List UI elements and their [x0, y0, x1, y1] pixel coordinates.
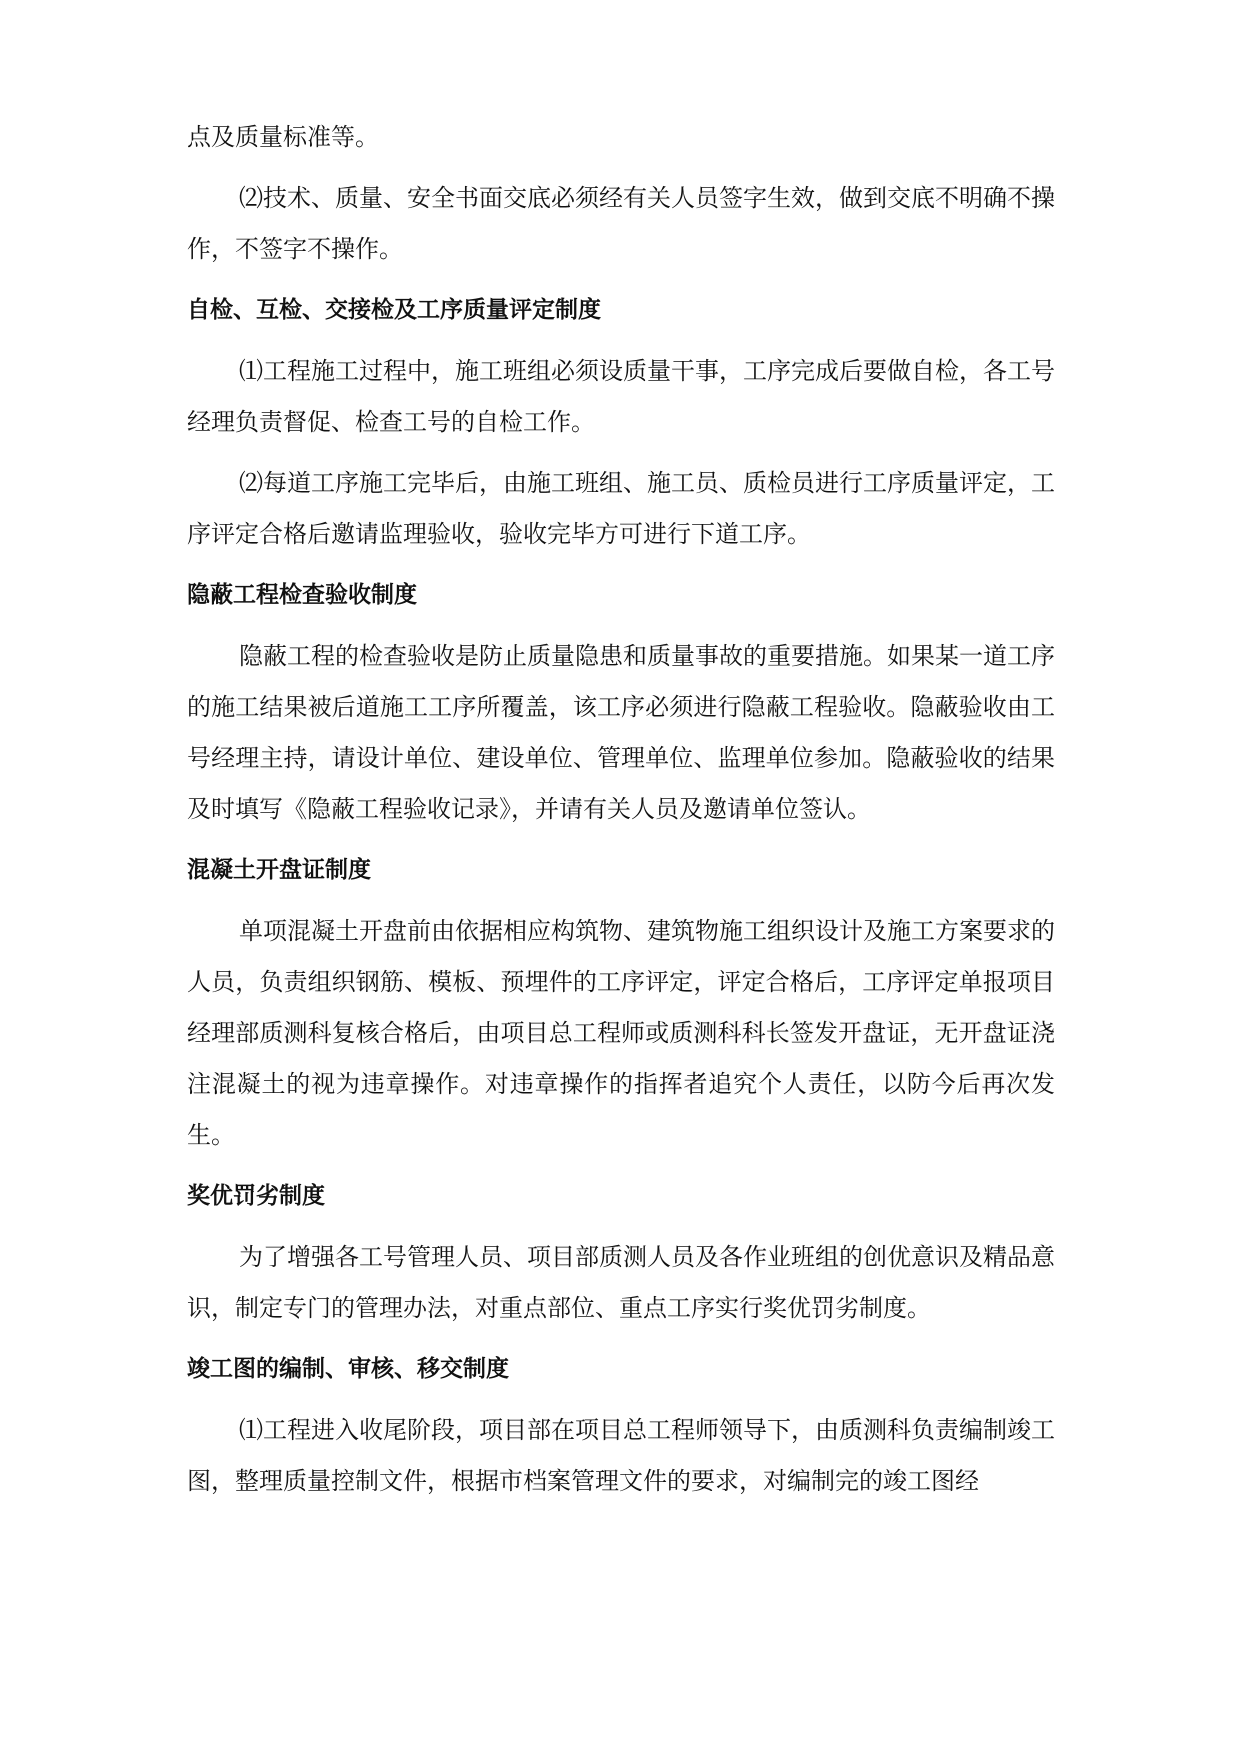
paragraph-self-inspection-1: ⑴工程施工过程中，施工班组必须设质量干事，工序完成后要做自检，各工号经理负责督促、检查工号的自检工作。 — [187, 357, 1055, 436]
heading-as-built-drawings-system: 竣工图的编制、审核、移交制度 — [187, 1356, 509, 1382]
heading-concealed-works-system: 隐蔽工程检查验收制度 — [187, 582, 417, 608]
paragraph-self-inspection-2: ⑵每道工序施工完毕后，由施工班组、施工员、质检员进行工序质量评定，工序评定合格后邀请监理验收，验收完毕方可进行下道工序。 — [187, 469, 1055, 548]
paragraph-as-built-drawings-1: ⑴工程进入收尾阶段，项目部在项目总工程师领导下，由质测科负责编制竣工图，整理质量控制文件，根据市档案管理文件的要求，对编制完的竣工图经 — [187, 1416, 1055, 1495]
paragraph-quality-standards-tail: 点及质量标准等。 — [187, 123, 379, 151]
paragraph-concrete-pour-permit: 单项混凝土开盘前由依据相应构筑物、建筑物施工组织设计及施工方案要求的人员，负责组织钢筋、模板、预埋件的工序评定，评定合格后，工序评定单报项目经理部质测科复核合格后，由项目总工程师或质测科科长签发开盘证，无开盘证浇注混凝土的视为违章操作。对违章操作的指挥者追究个人责任，以防今后再次发生。 — [187, 917, 1055, 1149]
heading-reward-penalty-system: 奖优罚劣制度 — [187, 1183, 325, 1209]
paragraph-concealed-works: 隐蔽工程的检查验收是防止质量隐患和质量事故的重要措施。如果某一道工序的施工结果被后道施工工序所覆盖，该工序必须进行隐蔽工程验收。隐蔽验收由工号经理主持，请设计单位、建设单位、管理单位、监理单位参加。隐蔽验收的结果及时填写《隐蔽工程验收记录》，并请有关人员及邀请单位签认。 — [187, 642, 1055, 823]
paragraph-reward-penalty: 为了增强各工号管理人员、项目部质测人员及各作业班组的创优意识及精品意识，制定专门的管理办法，对重点部位、重点工序实行奖优罚劣制度。 — [187, 1243, 1055, 1322]
heading-concrete-pour-permit-system: 混凝土开盘证制度 — [187, 857, 371, 883]
paragraph-written-disclosure-signing: ⑵技术、质量、安全书面交底必须经有关人员签字生效，做到交底不明确不操作，不签字不操作。 — [187, 184, 1055, 263]
document-page — [187, 112, 1055, 1517]
heading-self-inspection-system: 自检、互检、交接检及工序质量评定制度 — [187, 297, 601, 323]
